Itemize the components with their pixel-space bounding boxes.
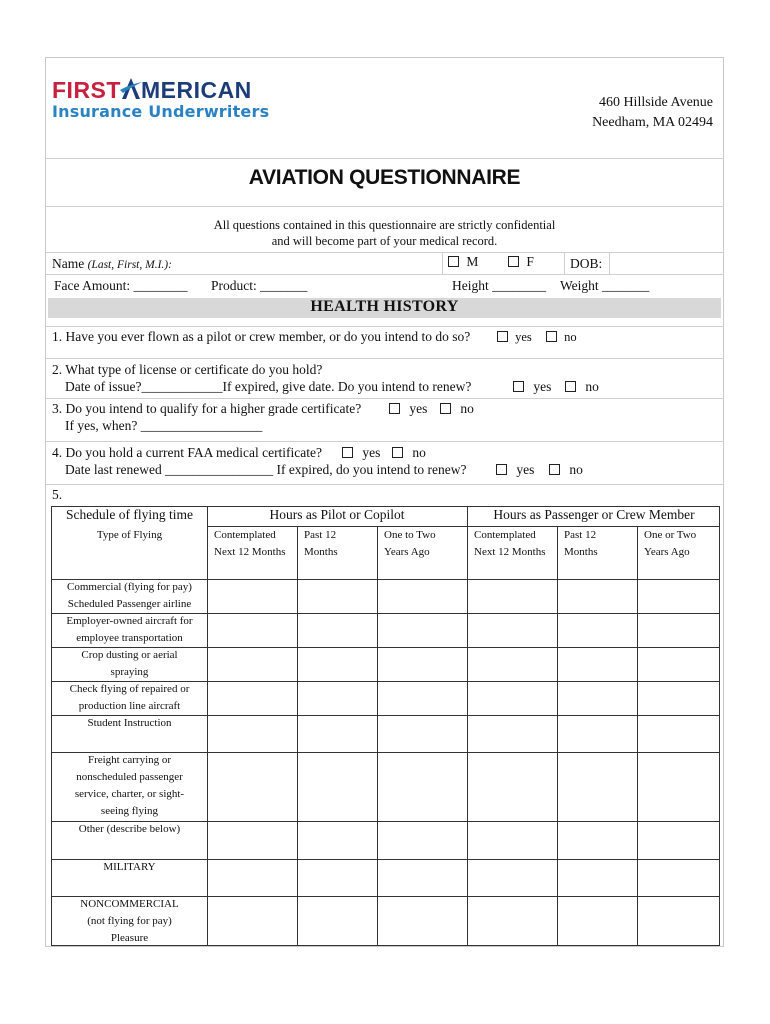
q3-no-label: no xyxy=(460,401,474,416)
confidential-line-1: All questions contained in this questionnaire are strictly confidential xyxy=(213,218,556,232)
q4b-yes-option[interactable] xyxy=(496,462,534,478)
passenger-hours-header: Hours as Passenger or Crew Member xyxy=(493,507,695,522)
height-field[interactable]: Height ________ xyxy=(452,278,547,293)
table-row-label: Commercial (flying for pay) Scheduled Passenger airline xyxy=(67,581,192,610)
question-2-detail[interactable]: Date of issue?____________If expired, give date. Do you intend to renew? xyxy=(65,379,472,394)
confidential-note xyxy=(46,217,723,249)
q4b-yes-checkbox[interactable] xyxy=(496,464,507,475)
female-checkbox[interactable] xyxy=(508,256,519,267)
table-row-label: Other (describe below) xyxy=(78,823,181,835)
table-row-label: NONCOMMERCIAL (not flying for pay) Pleasure xyxy=(80,898,179,944)
q2-no-option[interactable] xyxy=(565,379,599,395)
table-row-label: Check flying of repaired or production line aircraft xyxy=(69,683,190,712)
q3-yes-option[interactable] xyxy=(389,401,427,417)
address-line-2: Needham, MA 02494 xyxy=(592,115,713,130)
female-label: F xyxy=(526,254,534,269)
q4-yes-option[interactable] xyxy=(342,445,380,461)
q1-no-checkbox[interactable] xyxy=(546,331,557,342)
table-row-label: MILITARY xyxy=(103,861,156,873)
male-checkbox[interactable] xyxy=(448,256,459,267)
q1-no-label: no xyxy=(564,330,577,344)
q1-yes-checkbox[interactable] xyxy=(497,331,508,342)
q2-no-checkbox[interactable] xyxy=(565,381,576,392)
product-field[interactable]: Product: _______ xyxy=(211,278,308,293)
name-hint: (Last, First, M.I.): xyxy=(87,259,172,271)
q3-no-option[interactable] xyxy=(440,401,474,417)
name-label: Name xyxy=(52,256,85,271)
q4b-no-checkbox[interactable] xyxy=(549,464,560,475)
q3-yes-checkbox[interactable] xyxy=(389,403,400,414)
schedule-title: Schedule of flying time xyxy=(65,507,194,522)
male-label: M xyxy=(466,254,479,269)
q4-yes-label: yes xyxy=(362,445,381,460)
q4-no-label: no xyxy=(412,445,426,460)
q2-no-label: no xyxy=(585,379,599,394)
q4b-no-option[interactable] xyxy=(549,462,583,478)
q4b-no-label: no xyxy=(569,462,583,477)
q4b-yes-label: yes xyxy=(516,462,535,477)
question-3-detail[interactable]: If yes, when? __________________ xyxy=(65,418,263,433)
table-row-label: Employer-owned aircraft for employee transportation xyxy=(66,615,193,644)
form-title: AVIATION QUESTIONNAIRE xyxy=(248,166,521,189)
confidential-line-2: and will become part of your medical record. xyxy=(271,234,498,248)
logo-american: MERICAN xyxy=(140,77,252,103)
gender-female-option[interactable] xyxy=(508,254,534,270)
face-amount-field[interactable]: Face Amount: ________ xyxy=(54,278,188,293)
q4-no-checkbox[interactable] xyxy=(392,447,403,458)
logo-a-swoosh-icon xyxy=(120,76,142,100)
question-4-detail[interactable]: Date last renewed ________________ If expired, do you intend to renew? xyxy=(65,462,467,477)
table-row-label: Freight carrying or nonscheduled passenger service, charter, or sight- seeing flying xyxy=(74,754,185,817)
table-row-label: Crop dusting or aerial spraying xyxy=(81,649,178,678)
question-4: 4. Do you hold a current FAA medical certificate? xyxy=(52,445,323,460)
logo-subtitle: Insurance Underwriters xyxy=(52,102,270,121)
table-row-label: Student Instruction xyxy=(87,717,172,729)
q1-yes-label: yes xyxy=(515,330,532,344)
type-of-flying-header: Type of Flying xyxy=(96,529,163,541)
col-header: Past 12 Months xyxy=(564,529,598,558)
question-3: 3. Do you intend to qualify for a higher grade certificate? xyxy=(52,401,362,416)
q2-yes-option[interactable] xyxy=(513,379,551,395)
q2-yes-checkbox[interactable] xyxy=(513,381,524,392)
q1-no-option[interactable] xyxy=(546,330,577,345)
col-header: One to Two Years Ago xyxy=(384,529,436,558)
company-logo xyxy=(52,76,269,121)
q4-yes-checkbox[interactable] xyxy=(342,447,353,458)
name-field[interactable] xyxy=(52,256,172,272)
pilot-hours-header: Hours as Pilot or Copilot xyxy=(269,507,405,522)
logo-first: FIRST xyxy=(52,77,121,103)
q3-no-checkbox[interactable] xyxy=(440,403,451,414)
question-1: 1. Have you ever flown as a pilot or crew member, or do you intend to do so? xyxy=(52,329,471,344)
flying-schedule-table xyxy=(51,506,720,946)
health-history-title: HEALTH HISTORY xyxy=(310,298,459,315)
company-address xyxy=(513,93,713,133)
gender-male-option[interactable] xyxy=(448,254,478,270)
col-header: Contemplated Next 12 Months xyxy=(214,529,286,558)
address-line-1: 460 Hillside Avenue xyxy=(598,95,713,110)
q1-yes-option[interactable] xyxy=(497,330,532,345)
col-header: Contemplated Next 12 Months xyxy=(474,529,546,558)
question-5: 5. xyxy=(52,487,63,502)
question-2: 2. What type of license or certificate do you hold? xyxy=(52,362,323,377)
dob-field[interactable]: DOB: xyxy=(570,256,603,271)
weight-field[interactable]: Weight _______ xyxy=(560,278,650,293)
q3-yes-label: yes xyxy=(409,401,428,416)
q2-yes-label: yes xyxy=(533,379,552,394)
q4-no-option[interactable] xyxy=(392,445,426,461)
col-header: One or Two Years Ago xyxy=(644,529,697,558)
form-page xyxy=(45,57,724,947)
col-header: Past 12 Months xyxy=(304,529,338,558)
